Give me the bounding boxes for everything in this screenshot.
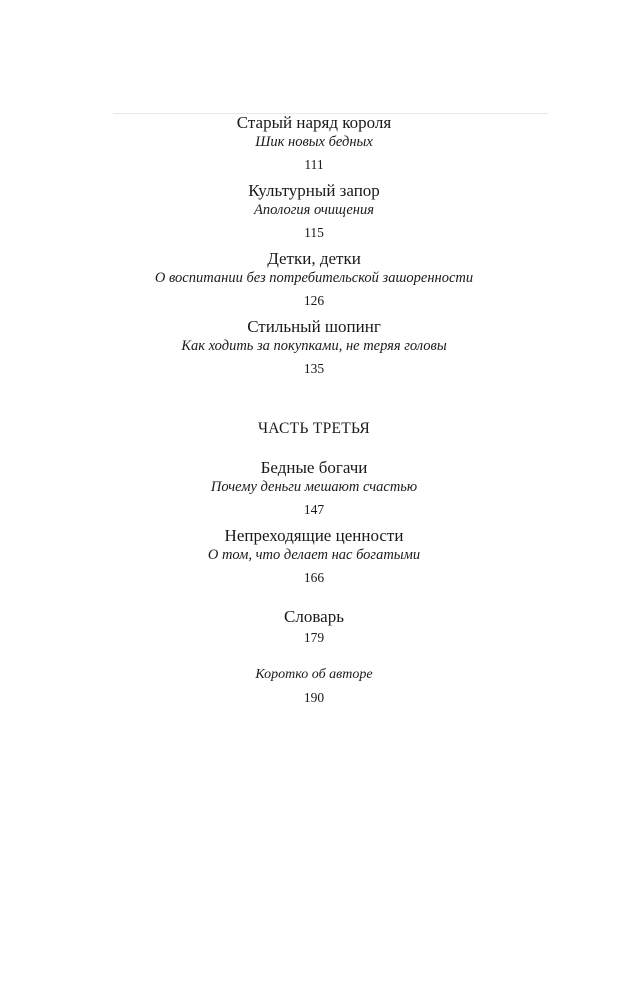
entry-subtitle: О том, что делает нас богатыми <box>207 547 421 563</box>
entry-title: Стильный шопинг <box>247 317 381 336</box>
entry-subtitle: Почему деньги мешают счастью <box>210 479 418 495</box>
entry-page-number: 135 <box>303 361 325 376</box>
toc-entry <box>0 180 628 242</box>
part-three-heading: ЧАСТЬ ТРЕТЬЯ <box>257 420 371 437</box>
entry-title: Словарь <box>284 607 344 626</box>
entry-page-number: 147 <box>303 502 325 517</box>
entry-page-number: 166 <box>303 570 325 585</box>
entry-subtitle: Шик новых бедных <box>255 134 373 150</box>
toc-entry <box>0 457 628 519</box>
entry-subtitle: Апология очищения <box>254 202 374 218</box>
toc-entry <box>0 112 628 174</box>
entry-title: Непреходящие ценности <box>224 526 404 545</box>
toc-entry-about-author <box>0 666 628 707</box>
entry-page-number: 115 <box>304 225 324 240</box>
entry-title: Детки, детки <box>267 249 361 268</box>
entry-page-number: 190 <box>303 690 325 705</box>
entry-subtitle: Как ходить за покупками, не теряя головы <box>181 338 447 354</box>
entry-title: Бедные богачи <box>260 458 368 477</box>
entry-subtitle: О воспитании без потребительской зашоренности <box>154 270 474 286</box>
entry-page-number: 111 <box>304 157 324 172</box>
toc-entry <box>0 316 628 378</box>
entry-title: Культурный запор <box>248 181 380 200</box>
toc-entry <box>0 248 628 310</box>
entry-title: Старый наряд короля <box>236 113 392 132</box>
entry-page-number: 179 <box>303 630 325 645</box>
toc-entry-glossary <box>0 606 628 647</box>
entry-subtitle: Коротко об авторе <box>255 667 373 682</box>
toc-entry <box>0 525 628 587</box>
entry-page-number: 126 <box>303 293 325 308</box>
table-of-contents <box>0 112 628 707</box>
